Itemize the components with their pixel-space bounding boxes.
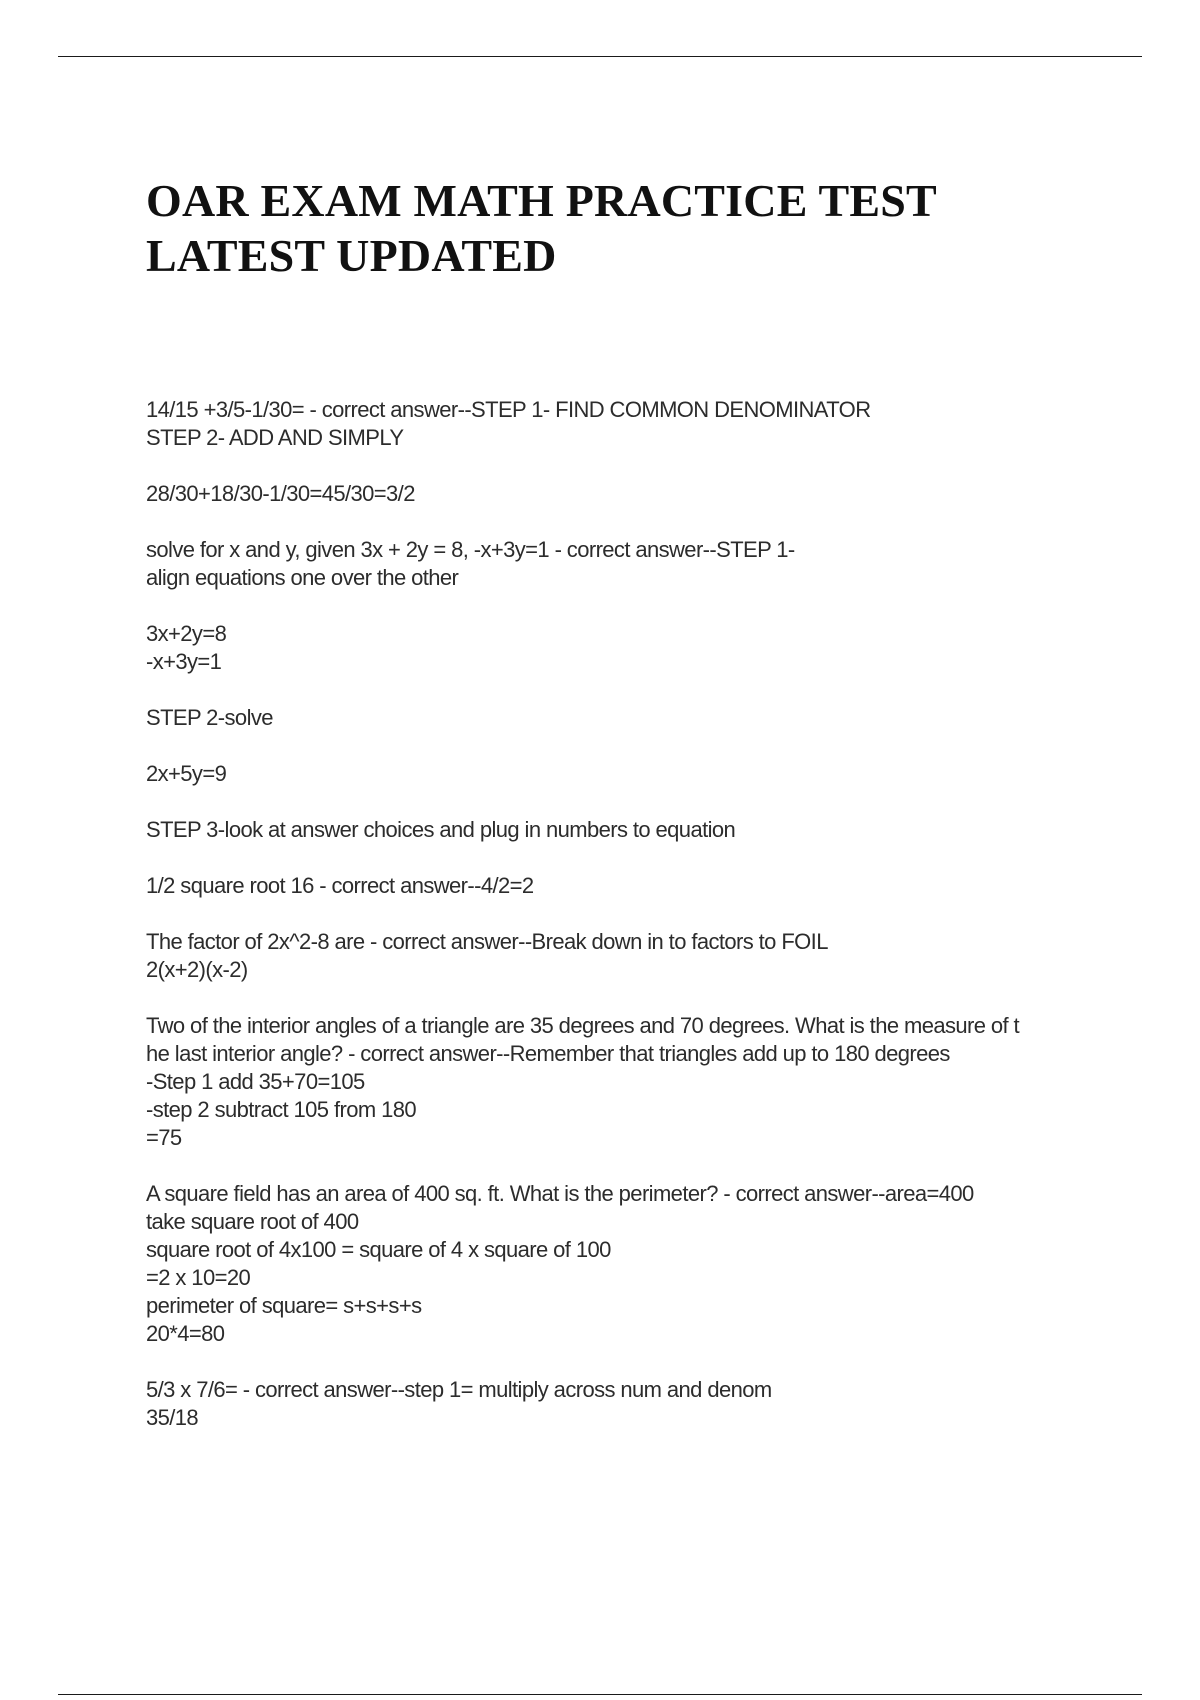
text-line: The factor of 2x^2-8 are - correct answer--Break down in to factors to FOIL [146, 929, 828, 954]
qa-paragraph [146, 704, 1096, 732]
text-line: square root of 4x100 = square of 4 x square of 100 [146, 1237, 611, 1262]
text-line: 3x+2y=8 [146, 621, 227, 646]
text-line: 28/30+18/30-1/30=45/30=3/2 [146, 481, 415, 506]
qa-paragraph [146, 872, 1096, 900]
text-line: STEP 2-solve [146, 705, 273, 730]
text-line: 2x+5y=9 [146, 761, 227, 786]
qa-paragraph [146, 536, 1096, 592]
qa-paragraph [146, 1012, 1096, 1152]
text-line: =2 x 10=20 [146, 1265, 251, 1290]
text-line: solve for x and y, given 3x + 2y = 8, -x+3y=1 - correct answer--STEP 1- [146, 537, 795, 562]
qa-paragraph [146, 396, 1096, 452]
text-line: STEP 2- ADD AND SIMPLY [146, 425, 404, 450]
text-line: he last interior angle? - correct answer--Remember that triangles add up to 180 degrees [146, 1041, 950, 1066]
text-line: take square root of 400 [146, 1209, 359, 1234]
qa-paragraph [146, 760, 1096, 788]
text-line: 14/15 +3/5-1/30= - correct answer--STEP 1- FIND COMMON DENOMINATOR [146, 397, 871, 422]
qa-paragraph [146, 480, 1096, 508]
text-line: 1/2 square root 16 - correct answer--4/2=2 [146, 873, 534, 898]
text-line: Two of the interior angles of a triangle are 35 degrees and 70 degrees. What is the measure of t [146, 1013, 1020, 1038]
title-line-1: OAR EXAM MATH PRACTICE TEST [146, 175, 937, 226]
text-line: -step 2 subtract 105 from 180 [146, 1097, 416, 1122]
text-line: 35/18 [146, 1405, 199, 1430]
text-line: -Step 1 add 35+70=105 [146, 1069, 365, 1094]
title-line-2: LATEST UPDATED [146, 230, 557, 281]
text-line: 20*4=80 [146, 1321, 225, 1346]
qa-paragraph [146, 816, 1096, 844]
footer-rule [58, 1694, 1142, 1695]
qa-paragraph [146, 928, 1096, 984]
text-line: 5/3 x 7/6= - correct answer--step 1= multiply across num and denom [146, 1377, 772, 1402]
document-body [146, 396, 1096, 1460]
text-line: perimeter of square= s+s+s+s [146, 1293, 422, 1318]
document-title [146, 173, 937, 283]
qa-paragraph [146, 620, 1096, 676]
text-line: 2(x+2)(x-2) [146, 957, 248, 982]
text-line: STEP 3-look at answer choices and plug in numbers to equation [146, 817, 736, 842]
text-line: align equations one over the other [146, 565, 459, 590]
qa-paragraph [146, 1376, 1096, 1432]
qa-paragraph [146, 1180, 1096, 1348]
header-rule [58, 56, 1142, 57]
text-line: A square field has an area of 400 sq. ft. What is the perimeter? - correct answer--area=400 [146, 1181, 974, 1206]
text-line: -x+3y=1 [146, 649, 222, 674]
text-line: =75 [146, 1125, 182, 1150]
